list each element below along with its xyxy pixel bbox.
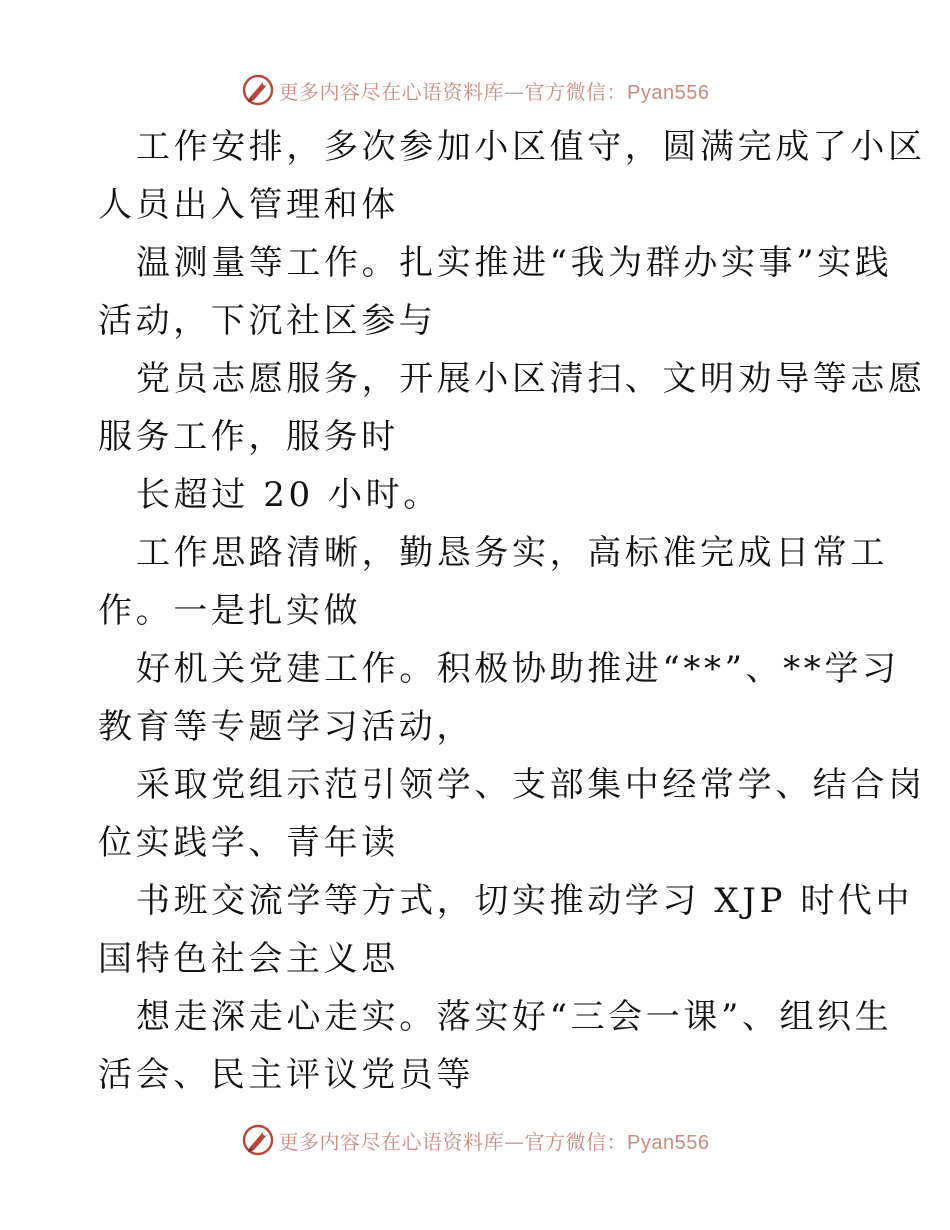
watermark-title: 更多内容尽在心语资料库 — [278, 79, 505, 104]
watermark-title: 更多内容尽在心语资料库 — [278, 1129, 505, 1154]
text-line: 教育等专题学习活动， — [98, 707, 474, 747]
text-line: 位实践学、青年读 — [98, 823, 399, 863]
text-line: 采取党组示范引领学、支部集中经常学、结合岗 — [136, 765, 926, 805]
header-watermark — [0, 70, 950, 110]
document-body — [98, 118, 926, 1104]
text-line: 温测量等工作。扎实推进“我为群办实事”实践 — [136, 243, 893, 283]
text-line: 人员出入管理和体 — [98, 185, 399, 225]
footer-watermark — [0, 1120, 950, 1160]
watermark-contact: 官方微信：Pyan556 — [524, 81, 710, 104]
watermark-separator: — — [504, 79, 525, 104]
text-line: 作。一是扎实做 — [98, 591, 362, 631]
text-line: 活会、民主评议党员等 — [98, 1055, 474, 1095]
text-line: 书班交流学等方式，切实推动学习 XJP 时代中 — [136, 881, 914, 921]
text-line: 想走深走心走实。落实好“三会一课”、组织生 — [136, 997, 893, 1037]
text-line: 服务工作，服务时 — [98, 417, 399, 457]
text-line: 工作安排，多次参加小区值守，圆满完成了小区 — [136, 127, 926, 167]
text-line: 党员志愿服务，开展小区清扫、文明劝导等志愿 — [136, 359, 926, 399]
pen-logo-icon — [241, 1123, 275, 1157]
text-line: 国特色社会主义思 — [98, 939, 399, 979]
text-line: 工作思路清晰，勤恳务实，高标准完成日常工 — [136, 533, 888, 573]
text-line: 活动，下沉社区参与 — [98, 301, 437, 341]
pen-logo-icon — [241, 73, 275, 107]
watermark-contact: 官方微信：Pyan556 — [524, 1131, 710, 1154]
watermark-separator: — — [504, 1129, 525, 1154]
text-line: 好机关党建工作。积极协助推进“**”、**学习 — [136, 649, 900, 689]
text-line: 长超过 20 小时。 — [136, 475, 441, 515]
